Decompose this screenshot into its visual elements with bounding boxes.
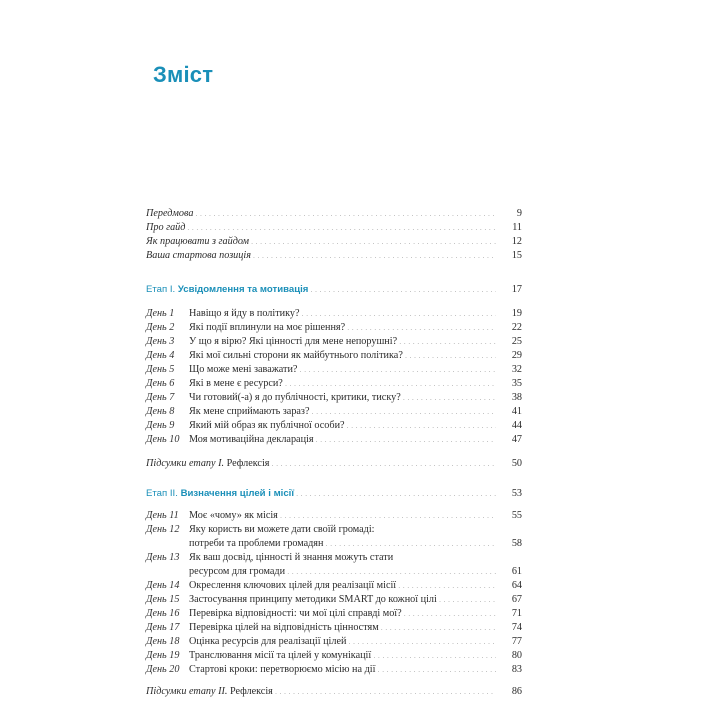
- toc-entry-text: Застосування принципу методики SMART до кожної цілі . . .: [189, 593, 496, 607]
- day-label: День 10: [146, 434, 180, 445]
- toc-entry-day-3[interactable]: [146, 335, 522, 349]
- toc-entry-day-20[interactable]: [146, 663, 522, 677]
- toc-entry-day-9[interactable]: [146, 419, 522, 433]
- toc-entry-day-8[interactable]: [146, 405, 522, 419]
- toc-entry-day-17[interactable]: [146, 621, 522, 635]
- toc-entry-text-cont: ресурсом для громади . . .: [189, 565, 496, 579]
- day-label: День 6: [146, 378, 175, 389]
- toc-entry-day-7[interactable]: [146, 391, 522, 405]
- toc-page-number: 15: [511, 250, 522, 261]
- toc-page-number: 58: [511, 538, 522, 549]
- toc-page-number: 83: [511, 664, 522, 675]
- table-of-contents: [146, 207, 522, 699]
- summary-rest: Рефлексія: [226, 458, 270, 469]
- toc-entry-text: Навіщо я йду в політику? . . .: [189, 307, 496, 321]
- day-label: День 4: [146, 350, 175, 361]
- toc-page-number: 41: [511, 406, 522, 417]
- day-label: День 15: [146, 594, 180, 605]
- day-label: День 17: [146, 622, 180, 633]
- toc-page-number: 12: [511, 236, 522, 247]
- toc-entry-text: Що може мені заважати? . . .: [189, 363, 496, 377]
- day-label: День 14: [146, 580, 180, 591]
- toc-entry-text: [146, 487, 496, 501]
- toc-entry-day-13[interactable]: [146, 551, 522, 565]
- toc-entry-text: Моя мотиваційна декларація . . .: [189, 433, 496, 447]
- summary-label: Підсумки етапу I.: [146, 458, 225, 469]
- toc-page-number: 77: [511, 636, 522, 647]
- toc-entry-day-2[interactable]: [146, 321, 522, 335]
- toc-entry-foreword[interactable]: [146, 207, 522, 221]
- toc-entry-text: Ваша стартова позиція . . .: [146, 249, 496, 263]
- toc-page-number: 22: [511, 322, 522, 333]
- toc-page-number: 61: [511, 566, 522, 577]
- day-label: День 9: [146, 420, 175, 431]
- stage-name: Визначення цілей і місії: [180, 488, 295, 499]
- toc-entry-text: Стартові кроки: перетворюємо місію на дії . . .: [189, 663, 496, 677]
- toc-entry-day-15[interactable]: [146, 593, 522, 607]
- toc-page-number: 55: [511, 510, 522, 521]
- toc-page-number: 47: [511, 434, 522, 445]
- toc-page-number: 19: [511, 308, 522, 319]
- toc-entry-text: Передмова . . .: [146, 207, 496, 221]
- toc-entry-day-10[interactable]: [146, 433, 522, 447]
- toc-page-number: 35: [511, 378, 522, 389]
- toc-entry-text: Які в мене є ресурси? . . .: [189, 377, 496, 391]
- toc-stage-1-summary[interactable]: [146, 457, 522, 471]
- toc-entry-text: Оцінка ресурсів для реалізації цілей . . .: [189, 635, 496, 649]
- day-label: День 16: [146, 608, 180, 619]
- day-label: День 8: [146, 406, 175, 417]
- toc-entry-text: Транслювання місії та цілей у комунікації . . .: [189, 649, 496, 663]
- toc-page-number: 38: [511, 392, 522, 403]
- page-title: Зміст: [153, 62, 214, 87]
- day-label: День 3: [146, 336, 175, 347]
- day-label: День 5: [146, 364, 175, 375]
- toc-entry-day-18[interactable]: [146, 635, 522, 649]
- toc-entry-day-12-cont[interactable]: [146, 537, 522, 551]
- toc-entry-text: Як мене сприймають зараз? . . .: [189, 405, 496, 419]
- toc-entry-text: [146, 685, 496, 699]
- toc-entry-text: Який мій образ як публічної особи? . . .: [189, 419, 496, 433]
- summary-rest: Рефлексія: [229, 686, 273, 697]
- toc-entry-text: [146, 457, 496, 471]
- toc-entry-day-14[interactable]: [146, 579, 522, 593]
- toc-entry-day-19[interactable]: [146, 649, 522, 663]
- toc-entry-text: Яку користь ви можете дати своїй громаді:: [189, 524, 375, 535]
- toc-entry-day-16[interactable]: [146, 607, 522, 621]
- toc-page-number: 71: [511, 608, 522, 619]
- toc-entry-text: Про гайд . . .: [146, 221, 496, 235]
- toc-entry-how-to-work[interactable]: [146, 235, 522, 249]
- toc-entry-day-13-cont[interactable]: [146, 565, 522, 579]
- day-label: День 12: [146, 524, 180, 535]
- toc-entry-day-12[interactable]: [146, 523, 522, 537]
- toc-page-number: 29: [511, 350, 522, 361]
- toc-entry-day-11[interactable]: [146, 509, 522, 523]
- stage-number: Етап I.: [146, 284, 176, 295]
- toc-stage-2-heading[interactable]: [146, 487, 522, 501]
- day-label: День 11: [146, 510, 179, 521]
- toc-entry-day-5[interactable]: [146, 363, 522, 377]
- toc-page-number: 74: [511, 622, 522, 633]
- toc-entry-text: Окреслення ключових цілей для реалізації місії . . .: [189, 579, 496, 593]
- toc-page-number: 11: [512, 222, 522, 233]
- toc-page-number: 9: [516, 208, 522, 219]
- toc-entry-text: Які події вплинули на моє рішення? . . .: [189, 321, 496, 335]
- day-label: День 20: [146, 664, 180, 675]
- toc-entry-text: Перевірка цілей на відповідність цінностям . . .: [189, 621, 496, 635]
- toc-entry-day-6[interactable]: [146, 377, 522, 391]
- toc-page-number: 44: [511, 420, 522, 431]
- toc-page-number: 53: [511, 488, 522, 499]
- toc-entry-text-cont: потреби та проблеми громадян . . .: [189, 537, 496, 551]
- toc-page-number: 67: [511, 594, 522, 605]
- day-label: День 2: [146, 322, 175, 333]
- toc-page-number: 86: [511, 686, 522, 697]
- toc-page-number: 80: [511, 650, 522, 661]
- day-label: День 13: [146, 552, 180, 563]
- summary-label: Підсумки етапу II.: [146, 686, 228, 697]
- day-label: День 1: [146, 308, 175, 319]
- toc-entry-text: Чи готовий(-а) я до публічності, критики, тиску? . . .: [189, 391, 496, 405]
- toc-page-number: 64: [511, 580, 522, 591]
- toc-entry-text: Моє «чому» як місія . . .: [189, 509, 496, 523]
- toc-entry-about-guide[interactable]: [146, 221, 522, 235]
- toc-entry-text: У що я вірю? Які цінності для мене непорушні? . . .: [189, 335, 496, 349]
- toc-page-number: 50: [511, 458, 522, 469]
- toc-entry-text: Як ваш досвід, цінності й знання можуть стати: [189, 552, 394, 563]
- toc-page-number: 25: [511, 336, 522, 347]
- toc-page-number: 17: [511, 284, 522, 295]
- toc-entry-day-4[interactable]: [146, 349, 522, 363]
- stage-name: Усвідомлення та мотивація: [177, 284, 309, 295]
- stage-number: Етап II.: [146, 488, 178, 499]
- toc-stage-2-summary[interactable]: [146, 685, 522, 699]
- toc-entry-day-1[interactable]: [146, 307, 522, 321]
- toc-entry-text: [146, 283, 496, 297]
- day-label: День 18: [146, 636, 180, 647]
- toc-entry-text: Перевірка відповідності: чи мої цілі справді мої? . . .: [189, 607, 496, 621]
- toc-entry-text: Як працювати з гайдом . . .: [146, 235, 496, 249]
- day-label: День 19: [146, 650, 180, 661]
- day-label: День 7: [146, 392, 175, 403]
- toc-page-number: 32: [511, 364, 522, 375]
- toc-stage-1-heading[interactable]: [146, 283, 522, 297]
- toc-entry-text: Які мої сильні сторони як майбутнього політика? . . .: [189, 349, 496, 363]
- toc-entry-start-position[interactable]: [146, 249, 522, 263]
